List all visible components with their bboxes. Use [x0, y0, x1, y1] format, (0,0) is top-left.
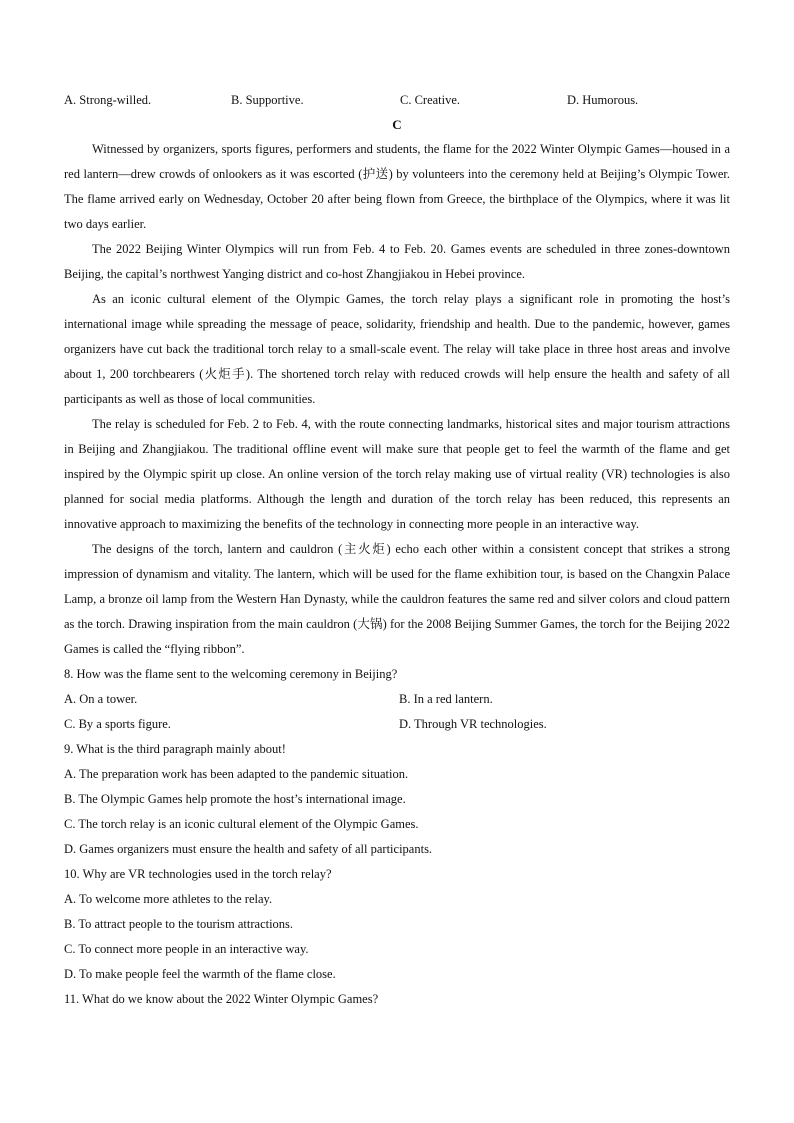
question-8-option-c: C. By a sports figure. [64, 717, 171, 731]
option-c: C. Creative. [400, 93, 461, 107]
previous-question-options [64, 88, 730, 113]
question-8-options-row-2 [64, 712, 730, 737]
question-8-option-b: B. In a red lantern. [399, 692, 493, 706]
section-title: C [392, 117, 402, 132]
option-b: B. Supportive. [231, 93, 304, 107]
exam-page [64, 88, 730, 1012]
passage-paragraph-2: The 2022 Beijing Winter Olympics will run from Feb. 4 to Feb. 20. Games events are scheduled in three zones-downtown Beijing, the capital’s northwest Yanging district and co-host Zhangjiakou in Hebei province. [64, 242, 730, 281]
question-10-option-d: D. To make people feel the warmth of the flame close. [64, 967, 336, 981]
passage-paragraph-3: As an iconic cultural element of the Olympic Games, the torch relay plays a significant role in promoting the host’s international image while spreading the message of peace, solidarity, friendship and health. Due to the pandemic, however, games organizers have cut back the traditional torch relay to a small-scale event. The relay will take place in three host areas and involve about 1, 200 torchbearers (火炬手). The shortened torch relay with reduced crowds will help ensure the health and safety of all participants as well as those of local communities. [64, 292, 730, 406]
question-10-stem: 10. Why are VR technologies used in the torch relay? [64, 867, 332, 881]
option-a: A. Strong-willed. [64, 93, 152, 107]
question-8-stem: 8. How was the flame sent to the welcoming ceremony in Beijing? [64, 667, 398, 681]
question-9-option-a: A. The preparation work has been adapted to the pandemic situation. [64, 767, 409, 781]
question-11-stem: 11. What do we know about the 2022 Winter Olympic Games? [64, 992, 379, 1006]
passage-paragraph-4: The relay is scheduled for Feb. 2 to Feb. 4, with the route connecting landmarks, historical sites and major tourism attractions in Beijing and Zhangjiakou. The traditional offline event will make sure that people get to feel the warmth of the flame and get inspired by the Olympic spirit up close. An online version of the torch relay making use of virtual reality (VR) technologies is also planned for social media platforms. Although the length and duration of the torch relay has been reduced, this represents an innovative approach to maximizing the benefits of the technology in connecting more people in an interactive way. [64, 417, 730, 531]
question-10-option-c: C. To connect more people in an interactive way. [64, 942, 309, 956]
question-8-options-row-1 [64, 687, 730, 712]
question-9-stem: 9. What is the third paragraph mainly about! [64, 742, 286, 756]
question-10-option-b: B. To attract people to the tourism attractions. [64, 917, 294, 931]
question-8-option-d: D. Through VR technologies. [399, 717, 547, 731]
question-9-option-d: D. Games organizers must ensure the health and safety of all participants. [64, 842, 433, 856]
question-9-option-b: B. The Olympic Games help promote the host’s international image. [64, 792, 406, 806]
passage-paragraph-1: Witnessed by organizers, sports figures, performers and students, the flame for the 2022 Winter Olympic Games—housed in a red lantern—drew crowds of onlookers as it was escorted (护送) by volunteers into the ceremony held at Beijing’s Olympic Tower. The flame arrived early on Wednesday, October 20 after being flown from Greece, the birthplace of the Olympics, where it was lit two days earlier. [64, 142, 730, 231]
question-8-option-a: A. On a tower. [64, 692, 138, 706]
option-d: D. Humorous. [567, 93, 639, 107]
passage-paragraph-5: The designs of the torch, lantern and cauldron (主火炬) echo each other within a consistent concept that strikes a strong impression of dynamism and vitality. The lantern, which will be used for the flame exhibition tour, is based on the Changxin Palace Lamp, a bronze oil lamp from the Western Han Dynasty, while the cauldron features the same red and silver colors and cloud pattern as the torch. Drawing inspiration from the main cauldron (大锅) for the 2008 Beijing Summer Games, the torch for the Beijing 2022 Games is called the “flying ribbon”. [64, 542, 730, 656]
question-10-option-a: A. To welcome more athletes to the relay. [64, 892, 273, 906]
question-9-option-c: C. The torch relay is an iconic cultural element of the Olympic Games. [64, 817, 419, 831]
